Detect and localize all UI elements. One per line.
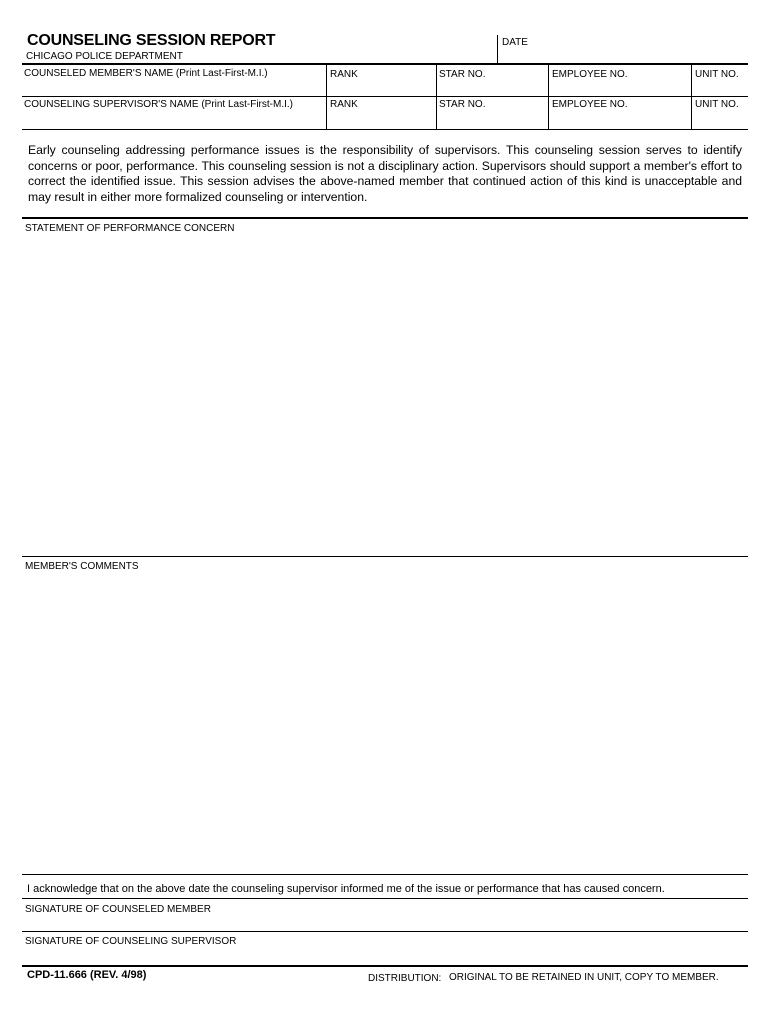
member-rank-label: RANK xyxy=(330,69,358,80)
supervisor-rank-label: RANK xyxy=(330,99,358,110)
supervisor-employee-label: EMPLOYEE NO. xyxy=(552,99,628,110)
signature-counseling-supervisor-label: SIGNATURE OF COUNSELING SUPERVISOR xyxy=(25,936,237,947)
member-star-field[interactable] xyxy=(439,80,545,95)
performance-concern-label: STATEMENT OF PERFORMANCE CONCERN xyxy=(25,223,235,234)
signature-counseled-member-field[interactable] xyxy=(25,916,745,930)
distribution-label: DISTRIBUTION: xyxy=(368,973,442,984)
column-divider-rank xyxy=(326,65,327,130)
signature-divider-2 xyxy=(22,931,748,932)
supervisor-employee-field[interactable] xyxy=(552,112,688,127)
row-divider-bottom xyxy=(22,129,748,130)
comments-section-divider xyxy=(22,556,748,557)
counseled-member-name-label: COUNSELED MEMBER'S NAME (Print Last-First-M.I.) xyxy=(24,68,268,79)
distribution-text: ORIGINAL TO BE RETAINED IN UNIT, COPY TO MEMBER. xyxy=(449,972,719,983)
form-title: COUNSELING SESSION REPORT xyxy=(27,32,276,49)
acknowledgement-divider xyxy=(22,874,748,875)
date-label: DATE xyxy=(502,37,528,48)
counseling-supervisor-name-label: COUNSELING SUPERVISOR'S NAME (Print Last-First-M.I.) xyxy=(24,99,293,110)
department-name: CHICAGO POLICE DEPARTMENT xyxy=(26,51,183,62)
member-star-label: STAR NO. xyxy=(439,69,486,80)
performance-concern-field[interactable] xyxy=(25,237,745,553)
signature-counseled-member-label: SIGNATURE OF COUNSELED MEMBER xyxy=(25,904,211,915)
signature-counseling-supervisor-field[interactable] xyxy=(25,948,745,962)
member-comments-field[interactable] xyxy=(25,575,745,871)
column-divider-star xyxy=(436,65,437,130)
performance-section-divider xyxy=(22,217,748,219)
row-divider xyxy=(22,96,748,97)
member-comments-label: MEMBER'S COMMENTS xyxy=(25,561,139,572)
footer-divider xyxy=(22,965,748,967)
member-unit-label: UNIT NO. xyxy=(695,69,739,80)
counseled-member-name-field[interactable] xyxy=(24,80,324,95)
column-divider-employee xyxy=(548,65,549,130)
member-employee-field[interactable] xyxy=(552,80,688,95)
member-employee-label: EMPLOYEE NO. xyxy=(552,69,628,80)
form-number: CPD-11.666 (REV. 4/98) xyxy=(27,969,147,981)
supervisor-unit-field[interactable] xyxy=(695,112,745,127)
supervisor-unit-label: UNIT NO. xyxy=(695,99,739,110)
intro-paragraph: Early counseling addressing performance issues is the responsibility of supervisors. This counseling session serves to identify concerns or poor, performance. This counseling session is not a disciplinary action. Supervisors should support a member's effort to correct the identified issue. This session advises the above-named member that continued action of this kind is unacceptable and may result in either more formalized counseling or intervention. xyxy=(28,143,742,204)
member-unit-field[interactable] xyxy=(695,80,745,95)
signature-divider xyxy=(22,898,748,899)
column-divider-unit xyxy=(691,65,692,130)
date-field[interactable] xyxy=(502,49,746,63)
member-rank-field[interactable] xyxy=(330,80,434,95)
counseling-supervisor-name-field[interactable] xyxy=(24,112,324,127)
acknowledgement-text: I acknowledge that on the above date the counseling supervisor informed me of the issue or performance that has caused concern. xyxy=(27,883,665,895)
supervisor-star-field[interactable] xyxy=(439,112,545,127)
date-divider xyxy=(497,35,498,63)
supervisor-star-label: STAR NO. xyxy=(439,99,486,110)
supervisor-rank-field[interactable] xyxy=(330,112,434,127)
